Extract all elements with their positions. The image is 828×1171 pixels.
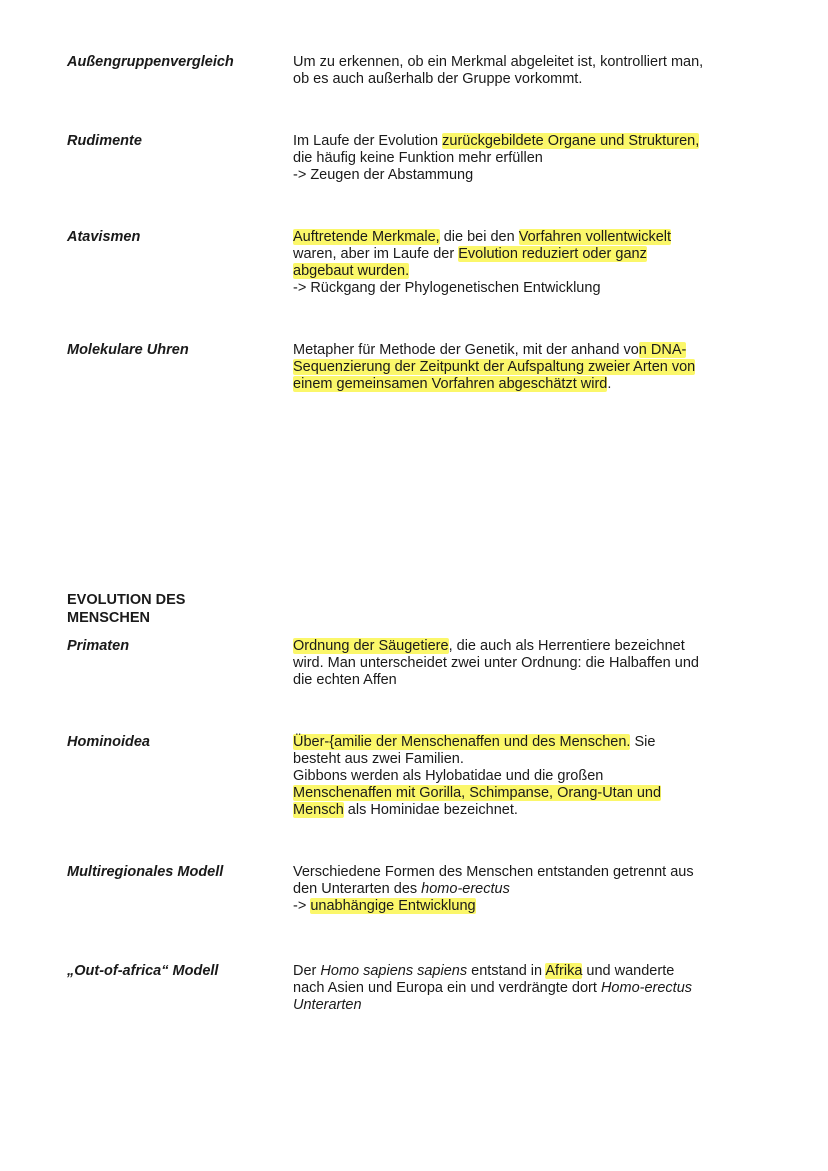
text-run: Im Laufe der Evolution: [293, 133, 443, 149]
definition-line: wird. Man unterscheidet zwei unter Ordnung: die Halbaffen und: [293, 655, 699, 671]
definition-line: [293, 263, 763, 280]
definition-line: [293, 881, 763, 898]
definition-line: [293, 785, 763, 802]
highlight: zurückgebildete Organe und Strukturen,: [442, 133, 700, 149]
definition-line: [293, 963, 763, 980]
definition-atavismen: [293, 229, 763, 297]
text-run: als Hominidae bezeichnet.: [343, 802, 518, 818]
highlight: abgebaut wurden.: [293, 263, 410, 279]
definition-line: besteht aus zwei Familien.: [293, 751, 464, 767]
term-out-of-africa-modell: „Out-of-africa“ Modell: [67, 963, 219, 979]
term-aussengruppenvergleich: Außengruppenvergleich: [67, 54, 234, 70]
definition-line: Unterarten: [293, 997, 362, 1013]
text-run: Metapher für Methode der Genetik, mit der anhand vo: [293, 342, 639, 358]
italic-term: Homo sapiens sapiens: [320, 963, 468, 979]
definition-line: die häufig keine Funktion mehr erfüllen: [293, 150, 543, 166]
definition-multiregionales-modell: [293, 864, 763, 915]
highlight: Vorfahren vollentwickelt: [518, 229, 672, 245]
highlight: Mensch: [293, 802, 344, 818]
definition-line: -> Zeugen der Abstammung: [293, 167, 474, 183]
text-run: nach Asien und Europa ein und verdrängte dort: [293, 980, 601, 996]
definition-line: Um zu erkennen, ob ein Merkmal abgeleitet ist, kontrolliert man,: [293, 54, 704, 70]
text-run: waren, aber im Laufe der: [293, 246, 459, 262]
definition-line: Gibbons werden als Hylobatidae und die großen: [293, 768, 604, 784]
highlight: unabhängige Entwicklung: [310, 898, 476, 914]
definition-line: [293, 898, 763, 915]
definition-aussengruppenvergleich: [293, 54, 763, 88]
definition-out-of-africa-modell: [293, 963, 763, 1014]
definition-line: [293, 802, 763, 819]
definition-line: ob es auch außerhalb der Gruppe vorkommt.: [293, 71, 583, 87]
highlight: Menschenaffen mit Gorilla, Schimpanse, Orang-Utan und: [293, 785, 662, 801]
term-multiregionales-modell: Multiregionales Modell: [67, 864, 224, 880]
text-run: und wanderte: [582, 963, 675, 979]
definition-line: Verschiedene Formen des Menschen entstanden getrennt aus: [293, 864, 694, 880]
definition-line: [293, 734, 763, 751]
definition-line: [293, 359, 763, 376]
highlight: einem gemeinsamen Vorfahren abgeschätzt wird: [293, 376, 608, 392]
italic-term: homo-erectus: [421, 881, 510, 897]
term-hominoidea: Hominoidea: [67, 734, 150, 750]
italic-term: Homo-erectus: [600, 980, 693, 996]
definition-line: [293, 342, 763, 359]
highlight: Auftretende Merkmale,: [293, 229, 440, 245]
highlight: Evolution reduziert oder ganz: [458, 246, 647, 262]
highlight: Afrika: [545, 963, 583, 979]
highlight: n DNA-: [638, 342, 687, 358]
section-title: [67, 591, 227, 627]
definition-hominoidea: [293, 734, 763, 819]
definition-line: [293, 246, 763, 263]
term-rudimente: Rudimente: [67, 133, 142, 149]
definition-rudimente: [293, 133, 763, 184]
term-primaten: Primaten: [67, 638, 130, 654]
text-run: Der: [293, 963, 321, 979]
definition-line: [293, 980, 763, 997]
definition-line: [293, 638, 763, 655]
term-molekulare-uhren: Molekulare Uhren: [67, 342, 189, 358]
text-run: Sie: [630, 734, 656, 750]
highlight: Sequenzierung der Zeitpunkt der Aufspaltung zweier Arten von: [293, 359, 696, 375]
text-run: die bei den: [439, 229, 519, 245]
text-run: den Unterarten des: [293, 881, 422, 897]
text-run: entstand in: [467, 963, 546, 979]
highlight: Über-{amilie der Menschenaffen und des Menschen.: [293, 734, 631, 750]
definition-line: [293, 229, 763, 246]
term-atavismen: Atavismen: [67, 229, 141, 245]
definition-primaten: [293, 638, 763, 689]
section-title-line: EVOLUTION DES: [67, 592, 186, 608]
text-run: , die auch als Herrentiere bezeichnet: [448, 638, 685, 654]
definition-line: [293, 133, 763, 150]
section-title-line: MENSCHEN: [67, 610, 150, 626]
definition-line: [293, 376, 763, 393]
text-run: ->: [293, 898, 311, 914]
highlight: Ordnung der Säugetiere: [293, 638, 449, 654]
definition-line: -> Rückgang der Phylogenetischen Entwicklung: [293, 280, 601, 296]
text-run: .: [607, 376, 612, 392]
definition-molekulare-uhren: [293, 342, 763, 393]
definition-line: die echten Affen: [293, 672, 397, 688]
